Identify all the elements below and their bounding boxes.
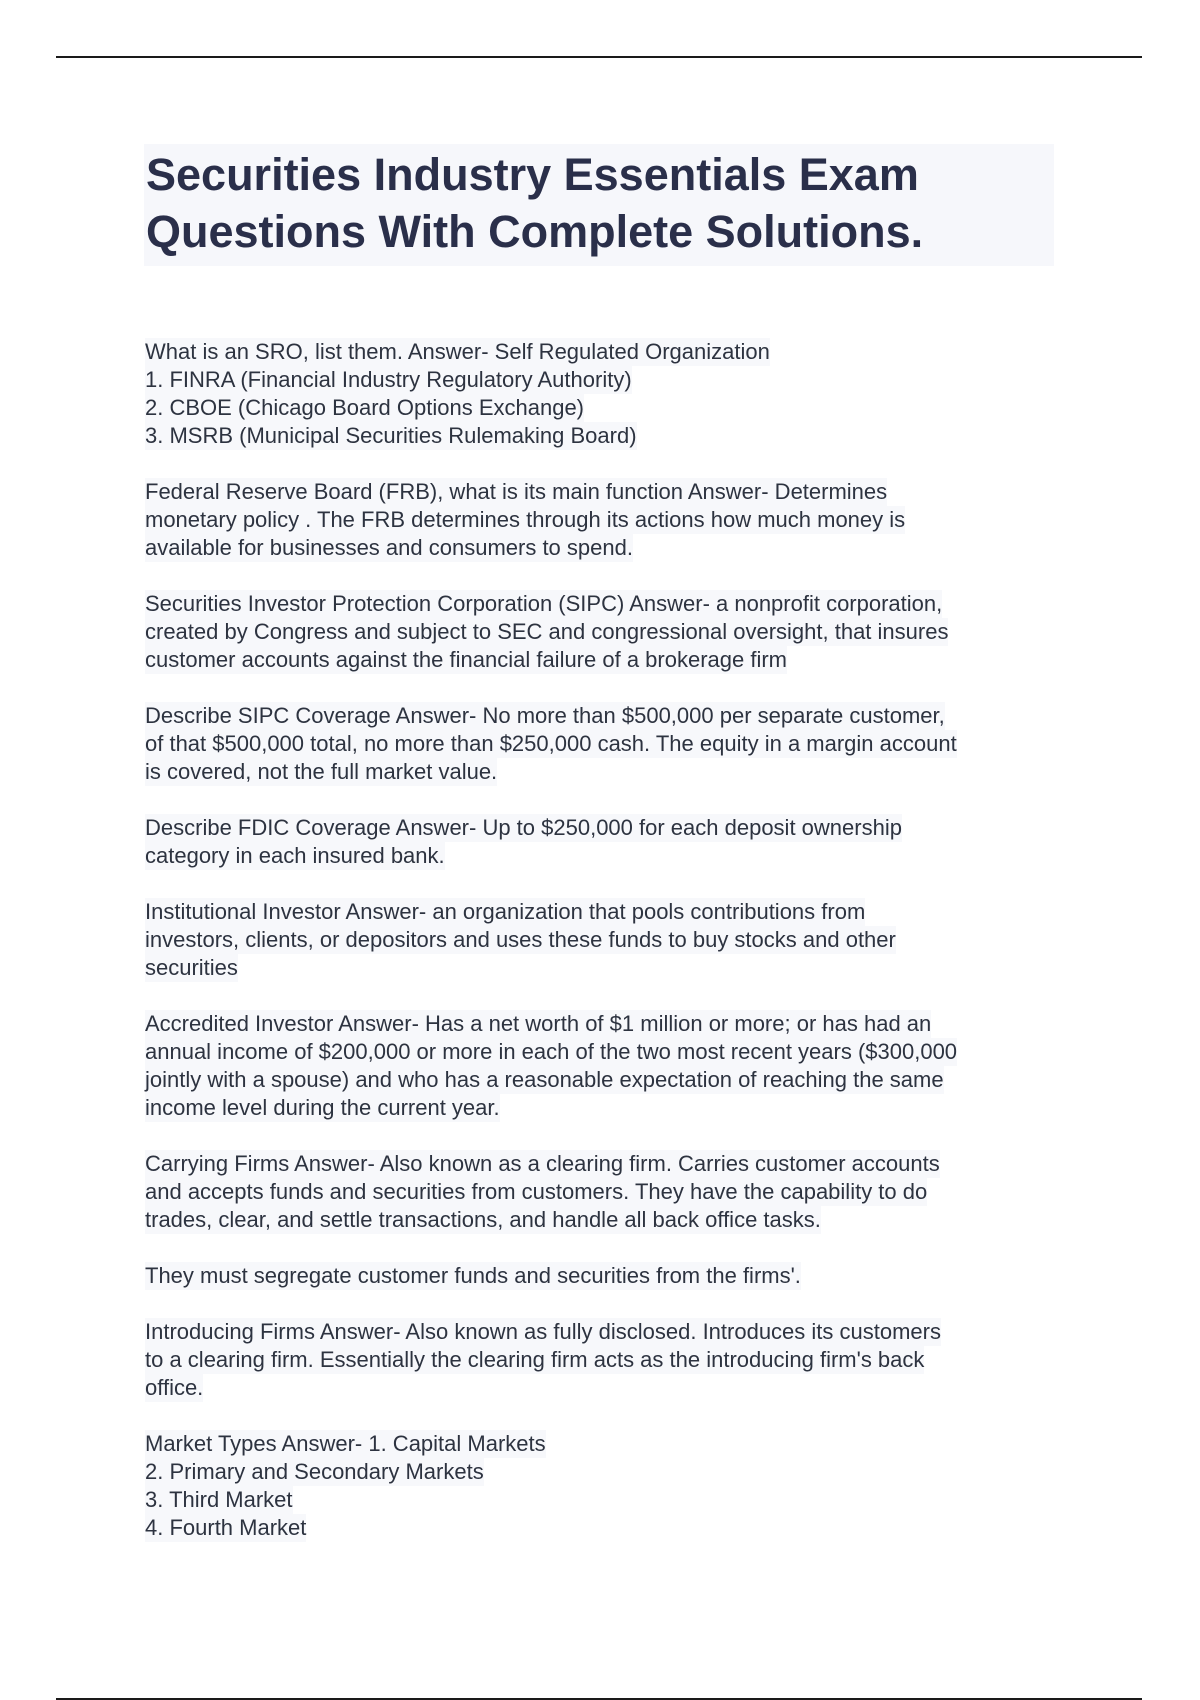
qa-content — [145, 338, 1065, 1570]
document-title — [144, 144, 1054, 266]
qa-line: is covered, not the full market value. — [145, 759, 498, 784]
qa-line: What is an SRO, list them. Answer- Self Regulated Organization — [145, 339, 770, 364]
qa-line: Institutional Investor Answer- an organization that pools contributions from — [145, 899, 866, 924]
qa-entry — [145, 1262, 1065, 1290]
qa-line: Accredited Investor Answer- Has a net worth of $1 million or more; or has had an — [145, 1011, 932, 1036]
qa-entry — [145, 1430, 1065, 1542]
qa-line: Federal Reserve Board (FRB), what is its main function Answer- Determines — [145, 479, 888, 504]
title-line-1: Securities Industry Essentials Exam — [146, 149, 919, 200]
title-line-2: Questions With Complete Solutions. — [146, 206, 924, 257]
qa-line: jointly with a spouse) and who has a reasonable expectation of reaching the same — [145, 1067, 944, 1092]
qa-line: investors, clients, or depositors and uses these funds to buy stocks and other — [145, 927, 896, 952]
qa-line: office. — [145, 1375, 204, 1400]
qa-line: monetary policy . The FRB determines through its actions how much money is — [145, 507, 906, 532]
qa-line: to a clearing firm. Essentially the clearing firm acts as the introducing firm's back — [145, 1347, 925, 1372]
qa-line: Describe FDIC Coverage Answer- Up to $250,000 for each deposit ownership — [145, 815, 902, 840]
qa-line: Securities Investor Protection Corporation (SIPC) Answer- a nonprofit corporation, — [145, 591, 943, 616]
qa-line: 3. Third Market — [145, 1487, 293, 1512]
qa-line: 1. FINRA (Financial Industry Regulatory Authority) — [145, 367, 632, 392]
qa-line: available for businesses and consumers to spend. — [145, 535, 633, 560]
qa-line: customer accounts against the financial failure of a brokerage firm — [145, 647, 787, 672]
qa-line: securities — [145, 955, 238, 980]
qa-line: Introducing Firms Answer- Also known as fully disclosed. Introduces its customers — [145, 1319, 941, 1344]
qa-line: created by Congress and subject to SEC and congressional oversight, that insures — [145, 619, 949, 644]
qa-entry — [145, 338, 1065, 450]
qa-line: of that $500,000 total, no more than $250,000 cash. The equity in a margin account — [145, 731, 957, 756]
qa-entry — [145, 1010, 1065, 1122]
qa-line: They must segregate customer funds and securities from the firms'. — [145, 1263, 801, 1288]
qa-line: Carrying Firms Answer- Also known as a clearing firm. Carries customer accounts — [145, 1151, 940, 1176]
qa-entry — [145, 814, 1065, 870]
qa-line: income level during the current year. — [145, 1095, 500, 1120]
qa-entry — [145, 1150, 1065, 1234]
title-block — [144, 144, 1054, 266]
header-rule — [56, 56, 1142, 58]
qa-entry — [145, 898, 1065, 982]
qa-line: annual income of $200,000 or more in each of the two most recent years ($300,000 — [145, 1039, 958, 1064]
qa-line: 2. Primary and Secondary Markets — [145, 1459, 484, 1484]
qa-line: 4. Fourth Market — [145, 1515, 307, 1540]
qa-entry — [145, 478, 1065, 562]
qa-line: Describe SIPC Coverage Answer- No more than $500,000 per separate customer, — [145, 703, 945, 728]
qa-line: and accepts funds and securities from customers. They have the capability to do — [145, 1179, 928, 1204]
qa-line: 2. CBOE (Chicago Board Options Exchange) — [145, 395, 585, 420]
qa-line: trades, clear, and settle transactions, and handle all back office tasks. — [145, 1207, 821, 1232]
qa-entry — [145, 590, 1065, 674]
qa-entry — [145, 702, 1065, 786]
qa-line: 3. MSRB (Municipal Securities Rulemaking Board) — [145, 423, 637, 448]
qa-line: Market Types Answer- 1. Capital Markets — [145, 1431, 546, 1456]
qa-entry — [145, 1318, 1065, 1402]
qa-line: category in each insured bank. — [145, 843, 445, 868]
